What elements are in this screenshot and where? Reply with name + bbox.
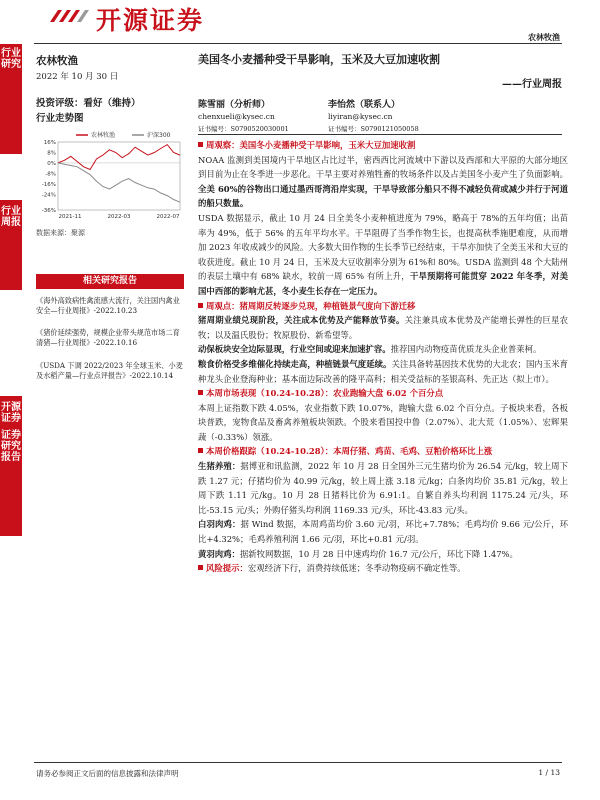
chart-x-tick-label: 2022-07 xyxy=(156,214,180,220)
trend-chart-title: 行业走势图 xyxy=(36,113,84,124)
section-4-yellow xyxy=(198,547,568,562)
bullet-marker-icon xyxy=(198,303,203,308)
chick-text: 据 Wind 数据，本周鸡苗均价 3.60 元/羽，环比+7.78%；毛鸡均价 9.66 元/公斤，环比+4.32%；毛鸡养殖利润 1.66 元/羽，环比+0.81 元/羽。 xyxy=(198,519,568,545)
section-2-heading-text: 周观点：猪周期反转逐步兑现，种植链景气度向下游迁移 xyxy=(206,300,416,311)
bullet-marker-icon xyxy=(198,390,203,395)
pig-text: 据博亚和讯监测，2022 年 10 月 28 日全国外三元生猪均价为 26.54 元/kg，较上周下跌 1.27 元；仔猪均价为 40.99 元/kg，较上周上涨 3.18 元/kg；白条肉均价 35.81 元/kg，较上周下跌 1.11 元/kg。10 月 28 日猪料比价为 6.91:1。自繁自养头均利润 1175.24 元/头，环比-53.15 元/头；外购仔猪头均利润 1169.33 元/头，环比-43.83 元/头。 xyxy=(198,461,568,515)
bullet-marker-icon xyxy=(198,142,203,147)
trend-chart xyxy=(36,128,184,224)
bullet-marker-icon xyxy=(198,448,203,453)
s1-p1-text: NOAA 监测到美国境内干旱地区占比过半，密西西比河流域中下游以及西部和大平原的大部分地区到目前为止在冬季进一步恶化。干旱主要对养殖牲畜的牧场条件以及占美国冬小麦产生了负面影响。 xyxy=(198,154,568,180)
section-4 xyxy=(198,444,568,561)
footer-disclaimer: 请务必参阅正文后面的信息披露和法律声明 xyxy=(36,769,179,778)
section-2-heading xyxy=(198,299,568,314)
section-3-paragraph-1: 本周上证指数下跌 4.05%，农业指数下跌 10.07%，跑输大盘 6.02 个百分点。子板块来看，各板块普跌，宠物食品及畜禽养殖板块领跌。个股来看国投中鲁（2.07%）、北大荒（1.05%）、宏辉果蔬（-0.33%）领涨。 xyxy=(198,402,568,442)
section-2-paragraph-1 xyxy=(198,313,568,342)
section-1-heading-text: 周观察：美国冬小麦播种受干旱影响，玉米大豆加速收割 xyxy=(206,140,416,150)
related-reports-header: 相关研究报告 xyxy=(36,274,184,289)
chart-legend-label: 农林牧渔 xyxy=(91,132,116,139)
analyst-2-name: 李怡然（联系人） xyxy=(328,100,401,110)
chick-label: 白羽肉鸡： xyxy=(198,519,241,530)
section-3 xyxy=(198,386,568,444)
side-label-report-text: 证券研究报告 xyxy=(1,430,21,463)
s2-p2-bold: 动保板块安全边际显现，行业空间或迎来加速扩容。 xyxy=(198,344,391,355)
section-4-heading xyxy=(198,444,568,459)
s2-p3-text: 关注具备转基因技术优势的大北农；国内玉米育种龙头企业登海种业；基本面边际改善的隆平高科；相关受益标的荃银高科、先正达（拟上市）。 xyxy=(198,358,569,384)
chart-series-line-hs300 xyxy=(58,163,180,202)
section-3-heading xyxy=(198,386,568,401)
chart-x-tick-label: 2021-11 xyxy=(58,214,82,220)
side-label-research: 行业研究 xyxy=(0,44,22,154)
yellow-text: 据新牧网数据，10 月 28 日中速鸡均价 16.7 元/公斤，环比下降 1.47%。 xyxy=(239,548,518,559)
chart-y-tick-label: 8% xyxy=(47,150,56,157)
chart-y-tick-label: -36% xyxy=(41,208,56,214)
side-label-brand xyxy=(0,396,22,536)
page-number: 1 / 13 xyxy=(538,768,560,777)
s2-p1-text: 关注兼具成本优势及产能增长弹性的巨星农牧；以及温氏股份；牧原股份、新希望等。 xyxy=(198,315,569,340)
chart-y-tick-label: -16% xyxy=(41,181,56,188)
analyst-2-cert: 证书编号：S0790121050058 xyxy=(328,125,419,133)
pig-label: 生猪养殖： xyxy=(198,461,241,472)
brand-logo-icon xyxy=(48,4,90,26)
header-divider xyxy=(34,43,562,44)
related-report-item[interactable]: 《猪价延续强势，规模企业带头规范市场二育清猪—行业周报》-2022.10.16 xyxy=(36,328,180,348)
s1-p1-bold: 全美 60%的谷物出口通过墨西哥湾沿岸实现，干旱导致部分船只不得不减轻负荷或减少并行于河道的船只数量。 xyxy=(198,183,568,209)
chart-legend-label: 沪深300 xyxy=(147,132,171,139)
left-industry: 农林牧渔 xyxy=(36,55,78,67)
s2-p3-bold: 粮食价格受多维催化持续走高，种植链景气度延续。 xyxy=(198,358,392,369)
section-4-heading-text: 本周价格跟踪（10.24-10.28）：本周仔猪、鸡苗、毛鸡、豆粕价格环比上涨 xyxy=(206,446,493,457)
analyst-divider xyxy=(198,134,562,135)
brand-name: 开源证券 xyxy=(96,6,205,35)
section-4-chick xyxy=(198,517,568,546)
section-2-paragraph-2 xyxy=(198,342,568,357)
section-2 xyxy=(198,299,568,387)
investment-rating: 投资评级：看好（维持） xyxy=(36,98,141,109)
s1-p2-bold: 干旱预期将可能贯穿 2022 年冬季，对美国中西部的影响尤甚，冬小麦生长存在一定压力。 xyxy=(198,271,568,296)
section-1-heading xyxy=(198,138,568,153)
section-2-paragraph-3 xyxy=(198,357,568,386)
chart-y-tick-label: -8% xyxy=(45,171,56,178)
related-report-item[interactable]: 《海外高致病性禽流感大流行，关注国内禽业安全—行业周报》-2022.10.23 xyxy=(36,296,180,316)
s2-p2-text: 推荐国内动物疫苗优质龙头企业普莱柯。 xyxy=(390,344,542,355)
risk-line xyxy=(198,561,568,576)
s2-p1-bold: 猪周期业绩兑现阶段，关注成本优势及产能释放节奏。 xyxy=(198,315,405,326)
chart-y-tick-label: 16% xyxy=(43,140,56,146)
bullet-marker-icon xyxy=(198,565,203,570)
risk-text: 宏观经济下行，消费持续低迷；冬季动物疫病不确定性等。 xyxy=(247,563,466,574)
report-title: 美国冬小麦播种受干旱影响，玉米及大豆加速收割 xyxy=(198,53,440,66)
report-subtitle: ——行业周报 xyxy=(502,79,562,90)
analyst-2-email[interactable]: liyiran@kysec.cn xyxy=(328,112,393,121)
analyst-1-name: 陈雪丽（分析师） xyxy=(198,100,271,110)
s1-p2-text: USDA 数据显示，截止 10 月 24 日全美冬小麦种植进度为 79%，略高于 78%的五年均值；出苗率为 49%，低于 56% 的五年平均水平。干旱阻碍了当季作物生长，也提高秋季施肥难度，从而增加 2023 年收成减少的风险。大多数大田作物的生长季节已经结束，干旱亦加快了全美玉米和大豆的收获进度。截止 10 月 24 日，玉米及大豆收割率分别为 61%和 80%。USDA 监测到 48 个大陆州的表层土壤中有 68% 缺水，较前一周 65% 有所上升， xyxy=(198,212,569,282)
related-report-item[interactable]: 《USDA 下调 2022/2023 年全球玉米、小麦及水稻产量—行业点评报告》-2022.10.14 xyxy=(36,361,183,381)
report-body xyxy=(198,138,568,576)
risk-section xyxy=(198,561,568,576)
section-4-pig xyxy=(198,459,568,517)
section-3-heading-text: 本周市场表现（10.24-10.28）：农业跑输大盘 6.02 个百分点 xyxy=(206,388,444,399)
chart-y-tick-label: 0% xyxy=(47,160,56,167)
analyst-1-cert: 证书编号：S0790520030001 xyxy=(198,125,289,133)
header-industry-tag: 农林牧渔 xyxy=(528,32,560,42)
side-label-brand-text: 开源证券 xyxy=(1,402,21,424)
yellow-label: 黄羽肉鸡： xyxy=(198,548,240,559)
report-date: 2022 年 10 月 30 日 xyxy=(36,72,119,82)
section-1-paragraph-1 xyxy=(198,153,568,211)
section-1 xyxy=(198,138,568,299)
analyst-1-email[interactable]: chenxueli@kysec.cn xyxy=(198,112,275,121)
section-1-paragraph-2 xyxy=(198,211,568,299)
chart-series-line-agri xyxy=(58,145,180,170)
footer-divider xyxy=(34,762,562,763)
side-strip xyxy=(0,0,22,800)
side-label-weekly: 行业周报 xyxy=(0,200,22,290)
chart-y-tick-label: -24% xyxy=(41,192,56,199)
chart-source: 数据来源：聚源 xyxy=(36,229,85,237)
chart-plot-frame xyxy=(58,142,180,210)
risk-label: 风险提示： xyxy=(206,563,248,574)
chart-x-tick-label: 2022-03 xyxy=(107,214,131,220)
